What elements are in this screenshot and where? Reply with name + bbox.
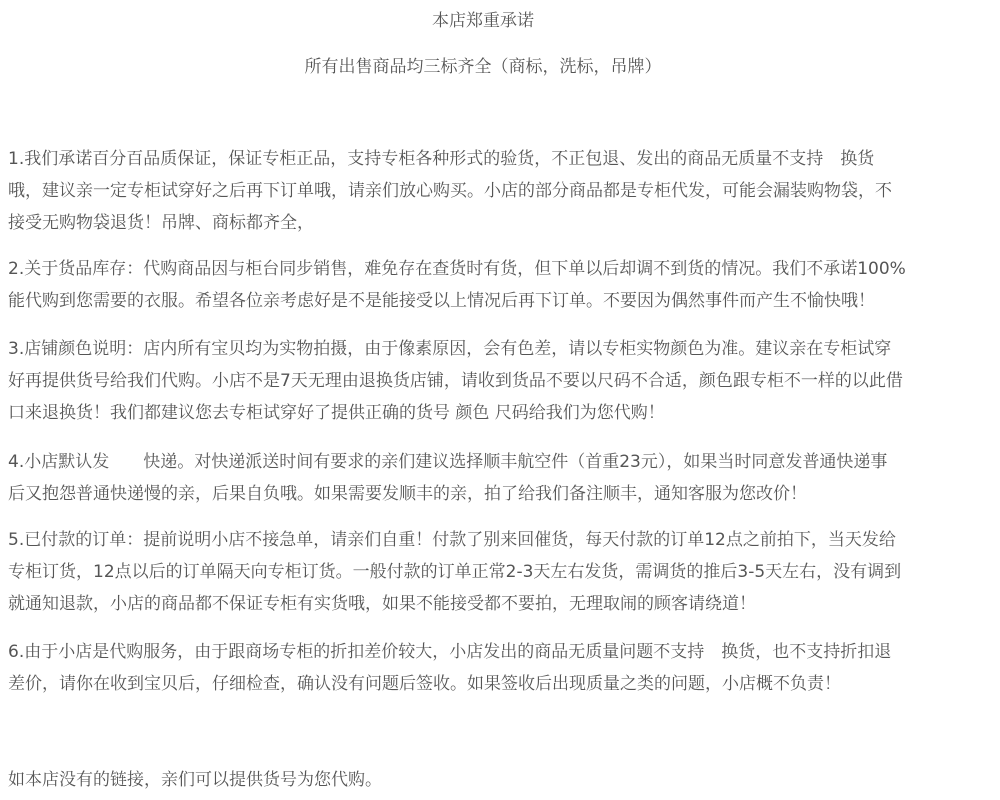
page-subheading: 所有出售商品均三标齐全（商标，洗标，吊牌） [304,57,662,77]
paragraph-line: 后又抱怨普通快递慢的亲，后果自负哦。如果需要发顺丰的亲，拍了给我们备注顺丰，通知客服为您改价！ [8,484,807,504]
paragraph-line: 就通知退款，小店的商品都不保证专柜有实货哦，如果不能接受都不要拍，无理取闹的顾客请绕道！ [8,594,756,614]
policy-paragraph-shipping [8,446,968,510]
page-heading: 本店郑重承诺 [432,11,534,31]
policy-paragraph-orders [8,524,968,620]
paragraph-line: 专柜订货，12点以后的订单隔天向专柜订货。一般付款的订单正常2-3天左右发货，需调货的推后3-5天左右，没有调到 [8,562,902,582]
footer-note: 如本店没有的链接，亲们可以提供货号为您代购。 [8,770,382,790]
paragraph-line: 差价，请你在收到宝贝后，仔细检查，确认没有问题后签收。如果签收后出现质量之类的问题，小店概不负责！ [8,674,841,694]
paragraph-line: 1.我们承诺百分百品质保证，保证专柜正品，支持专柜各种形式的验货，不正包退、发出的商品无质量不支持 换货 [8,149,875,169]
paragraph-line: 4.小店默认发 快递。对快递派送时间有要求的亲们建议选择顺丰航空件（首重23元），如果当时同意发普通快递事 [8,452,888,472]
policy-paragraph-returns [8,636,968,700]
paragraph-line: 接受无购物袋退货！吊牌、商标都齐全， [8,213,314,233]
paragraph-line: 好再提供货号给我们代购。小店不是7天无理由退换货店铺，请收到货品不要以尺码不合适，颜色跟专柜不一样的以此借 [8,371,903,391]
paragraph-line: 口来退换货！我们都建议您去专柜试穿好了提供正确的货号 颜色 尺码给我们为您代购！ [8,403,665,423]
paragraph-line: 能代购到您需要的衣服。希望各位亲考虑好是不是能接受以上情况后再下订单。不要因为偶然事件而产生不愉快哦！ [8,291,875,311]
paragraph-line: 6.由于小店是代购服务，由于跟商场专柜的折扣差价较大，小店发出的商品无质量问题不支持 换货，也不支持折扣退 [8,642,892,662]
paragraph-line: 5.已付款的订单：提前说明小店不接急单，请亲们自重！付款了别来回催货，每天付款的订单12点之前拍下，当天发给 [8,530,896,550]
policy-paragraph-stock [8,253,968,317]
policy-paragraph-color [8,333,968,429]
paragraph-line: 哦，建议亲一定专柜试穿好之后再下订单哦，请亲们放心购买。小店的部分商品都是专柜代发，可能会漏装购物袋，不 [8,181,892,201]
paragraph-line: 2.关于货品库存：代购商品因与柜台同步销售，难免存在查货时有货，但下单以后却调不到货的情况。我们不承诺100% [8,259,906,279]
paragraph-line: 3.店铺颜色说明：店内所有宝贝均为实物拍摄，由于像素原因，会有色差，请以专柜实物颜色为准。建议亲在专柜试穿 [8,339,892,359]
policy-paragraph-quality [8,143,968,239]
